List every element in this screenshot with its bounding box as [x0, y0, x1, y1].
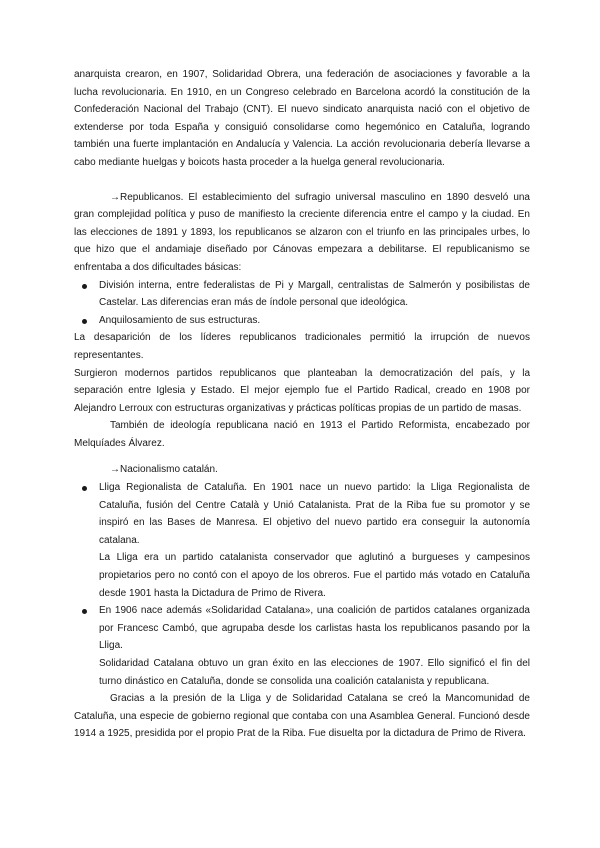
document-body: [74, 66, 530, 743]
nacionalismo-bullet-list-2: [74, 602, 530, 655]
republicanos-paragraph-3: También de ideología republicana nació en 1913 el Partido Reformista, encabezado por Melquíades Álvarez.: [74, 420, 530, 449]
nacionalismo-heading: →Nacionalismo catalán.: [110, 464, 218, 476]
list-item: [82, 479, 530, 549]
nacionalismo-bullet-list: [74, 479, 530, 549]
bullet-icon: [82, 486, 87, 491]
bullet-icon: [82, 609, 87, 614]
bullet-text: División interna, entre federalistas de Pi y Margall, centralistas de Salmerón y posibilistas de Castelar. Las diferencias eran más de índole personal que ideológica.: [99, 279, 530, 309]
mancomunidad-paragraph: Gracias a la presión de la Lliga y de Solidaridad Catalana se creó la Mancomunidad de Cataluña, una especie de gobierno regional que contaba con una Asamblea General. Funcionó desde 1914 a 1925, presidida por el propio Prat de la Riba. Fue disuelta por la dictadura de Primo de Rivera.: [74, 693, 530, 740]
spacer: [74, 452, 530, 461]
list-item: [82, 312, 530, 330]
intro-paragraph: anarquista crearon, en 1907, Solidaridad Obrera, una federación de asociaciones y favorable a la lucha revolucionaria. En 1910, en un Congreso celebrado en Barcelona acordó la constitución de la Confederación Nacional del Trabajo (CNT). El nuevo sindicato anarquista nació con el objetivo de extenderse por toda España y consiguió consolidarse como hegemónico en Cataluña, logrando también una fuerte implantación en Andalucía y Valencia. La acción revolucionaria debería llevarse a cabo mediante huelgas y boicots hasta proceder a la huelga general revolucionaria.: [74, 69, 530, 168]
bullet-text: En 1906 nace además «Solidaridad Catalana», una coalición de partidos catalanes organizada por Francesc Cambó, que agrupaba desde los carlistas hasta los republicanos pasando por la Lliga.: [99, 605, 530, 652]
republicanos-paragraph-2: Surgieron modernos partidos republicanos que planteaban la democratización del país, y la separación entre Iglesia y Estado. El mejor ejemplo fue el Partido Radical, creado en 1908 por Alejandro Lerroux con estructuras organizativas y prácticas políticas propias de un partido de masas.: [74, 367, 530, 414]
bullet-icon: [82, 319, 87, 324]
list-item: [82, 277, 530, 312]
republicanos-paragraph-1: La desaparición de los líderes republicanos tradicionales permitió la irrupción de nuevos representantes.: [74, 332, 530, 361]
republicanos-bullet-list: [74, 277, 530, 330]
bullet-text: Anquilosamiento de sus estructuras.: [99, 314, 261, 326]
lliga-detail-paragraph: La Lliga era un partido catalanista conservador que aglutinó a burgueses y campesinos propietarios pero no contó con el apoyo de los obreros. Fue el partido más votado en Cataluña desde 1901 hasta la Dictadura de Primo de Rivera.: [99, 552, 530, 599]
solidaridad-detail-paragraph: Solidaridad Catalana obtuvo un gran éxito en las elecciones de 1907. Ello significó el fin del turno dinástico en Cataluña, donde se consolida una coalición catalanista y republicana.: [99, 658, 530, 687]
bullet-text: Lliga Regionalista de Cataluña. En 1901 nace un nuevo partido: la Lliga Regionalista de Cataluña, fusión del Centre Català y Unió Catalanista. Prat de la Riba fue su promotor y se inspiró en las Bases de Manresa. El objetivo del nuevo partido era conseguir la autonomía catalana.: [99, 482, 530, 546]
bullet-icon: [82, 284, 87, 289]
spacer: [74, 172, 530, 189]
republicanos-heading-paragraph: →Republicanos. El establecimiento del sufragio universal masculino en 1890 desveló una gran complejidad política y puso de manifiesto la creciente diferencia entre el campo y la ciudad. En las elecciones de 1891 y 1893, los republicanos se alzaron con el triunfo en las principales urbes, lo que hizo que el andamiaje diseñado por Cánovas empezara a debilitarse. El republicanismo se enfrentaba a dos dificultades básicas:: [74, 191, 530, 273]
list-item: [82, 602, 530, 655]
